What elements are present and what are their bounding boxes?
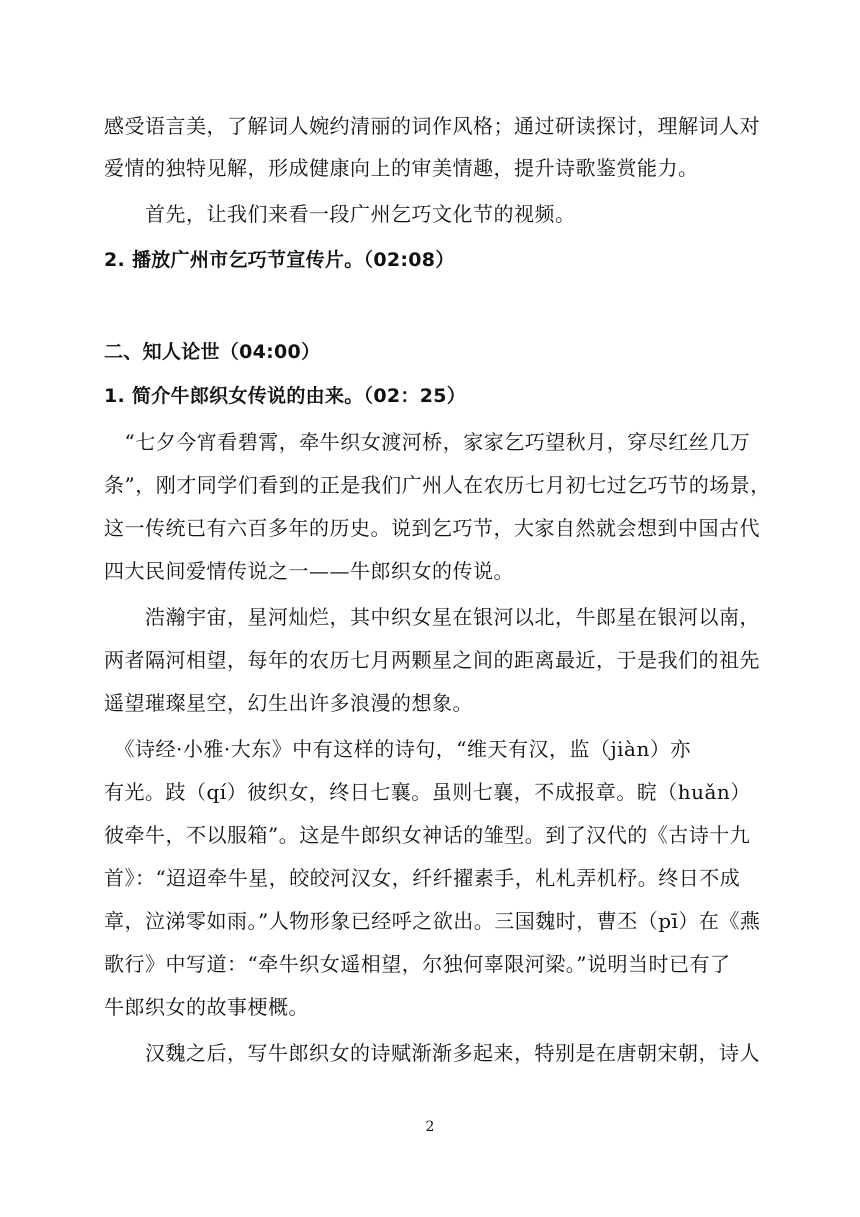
video-intro-paragraph: 首先，让我们来看一段广州乞巧文化节的视频。 (104, 202, 576, 226)
paragraph-3-line-7: 牛郎织女的故事梗概。 (104, 995, 309, 1019)
paragraph-2-line-2: 两者隔河相望，每年的农历七月两颗星之间的距离最近，于是我们的祖先 (104, 648, 760, 672)
paragraph-4-line-1: 汉魏之后，写牛郎织女的诗赋渐渐多起来，特别是在唐朝宋朝，诗人 (104, 1041, 760, 1065)
intro-line-1: 感受语言美，了解词人婉约清丽的词作风格；通过研读探讨，理解词人对 (104, 114, 760, 138)
paragraph-3-line-5: 章，泣涕零如雨。”人物形象已经呼之欲出。三国魏时，曹丕（pī）在《燕 (104, 909, 761, 933)
page-number: 2 (425, 1119, 435, 1135)
paragraph-3-line-2: 有光。跂（qí）彼织女，终日七襄。虽则七襄，不成报章。睆（huǎn） (104, 780, 751, 804)
paragraph-3-line-3: 彼牵牛，不以服箱”。这是牛郎织女神话的雏型。到了汉代的《古诗十九 (104, 823, 751, 847)
paragraph-1-line-3: 这一传统已有六百多年的历史。说到乞巧节，大家自然就会想到中国古代 (104, 516, 760, 540)
paragraph-2-line-1: 浩瀚宇宙，星河灿烂，其中织女星在银河以北，牛郎星在银河以南， (104, 605, 760, 629)
paragraph-3-line-6: 歌行》中写道：“牵牛织女遥相望，尔独何辜限河梁。”说明当时已有了 (104, 952, 731, 976)
paragraph-1-line-2: 条”，刚才同学们看到的正是我们广州人在农历七月初七过乞巧节的场景， (104, 473, 771, 497)
paragraph-3-line-4: 首》：“迢迢牵牛星，皎皎河汉女，纤纤擢素手，札札弄机杼。终日不成 (104, 866, 741, 890)
paragraph-2-line-3: 遥望璀璨星空，幻生出许多浪漫的想象。 (104, 691, 473, 715)
subsection-1-heading: 1. 简介牛郎织女传说的由来。（02：25） (104, 385, 467, 407)
section-2-heading: 二、知人论世（04:00） (104, 341, 321, 363)
intro-line-2: 爱情的独特见解，形成健康向上的审美情趣，提升诗歌鉴赏能力。 (104, 156, 699, 180)
paragraph-1-line-1: “七夕今宵看碧霄，牵牛织女渡河桥，家家乞巧望秋月，穿尽红丝几万 (104, 430, 751, 454)
step-2-heading: 2. 播放广州市乞巧节宣传片。（02:08） (104, 249, 455, 271)
paragraph-1-line-4: 四大民间爱情传说之一——牛郎织女的传说。 (104, 559, 514, 583)
paragraph-3-line-1: 《诗经·小雅·大东》中有这样的诗句，“维天有汉，监（jiàn）亦 (104, 737, 691, 761)
